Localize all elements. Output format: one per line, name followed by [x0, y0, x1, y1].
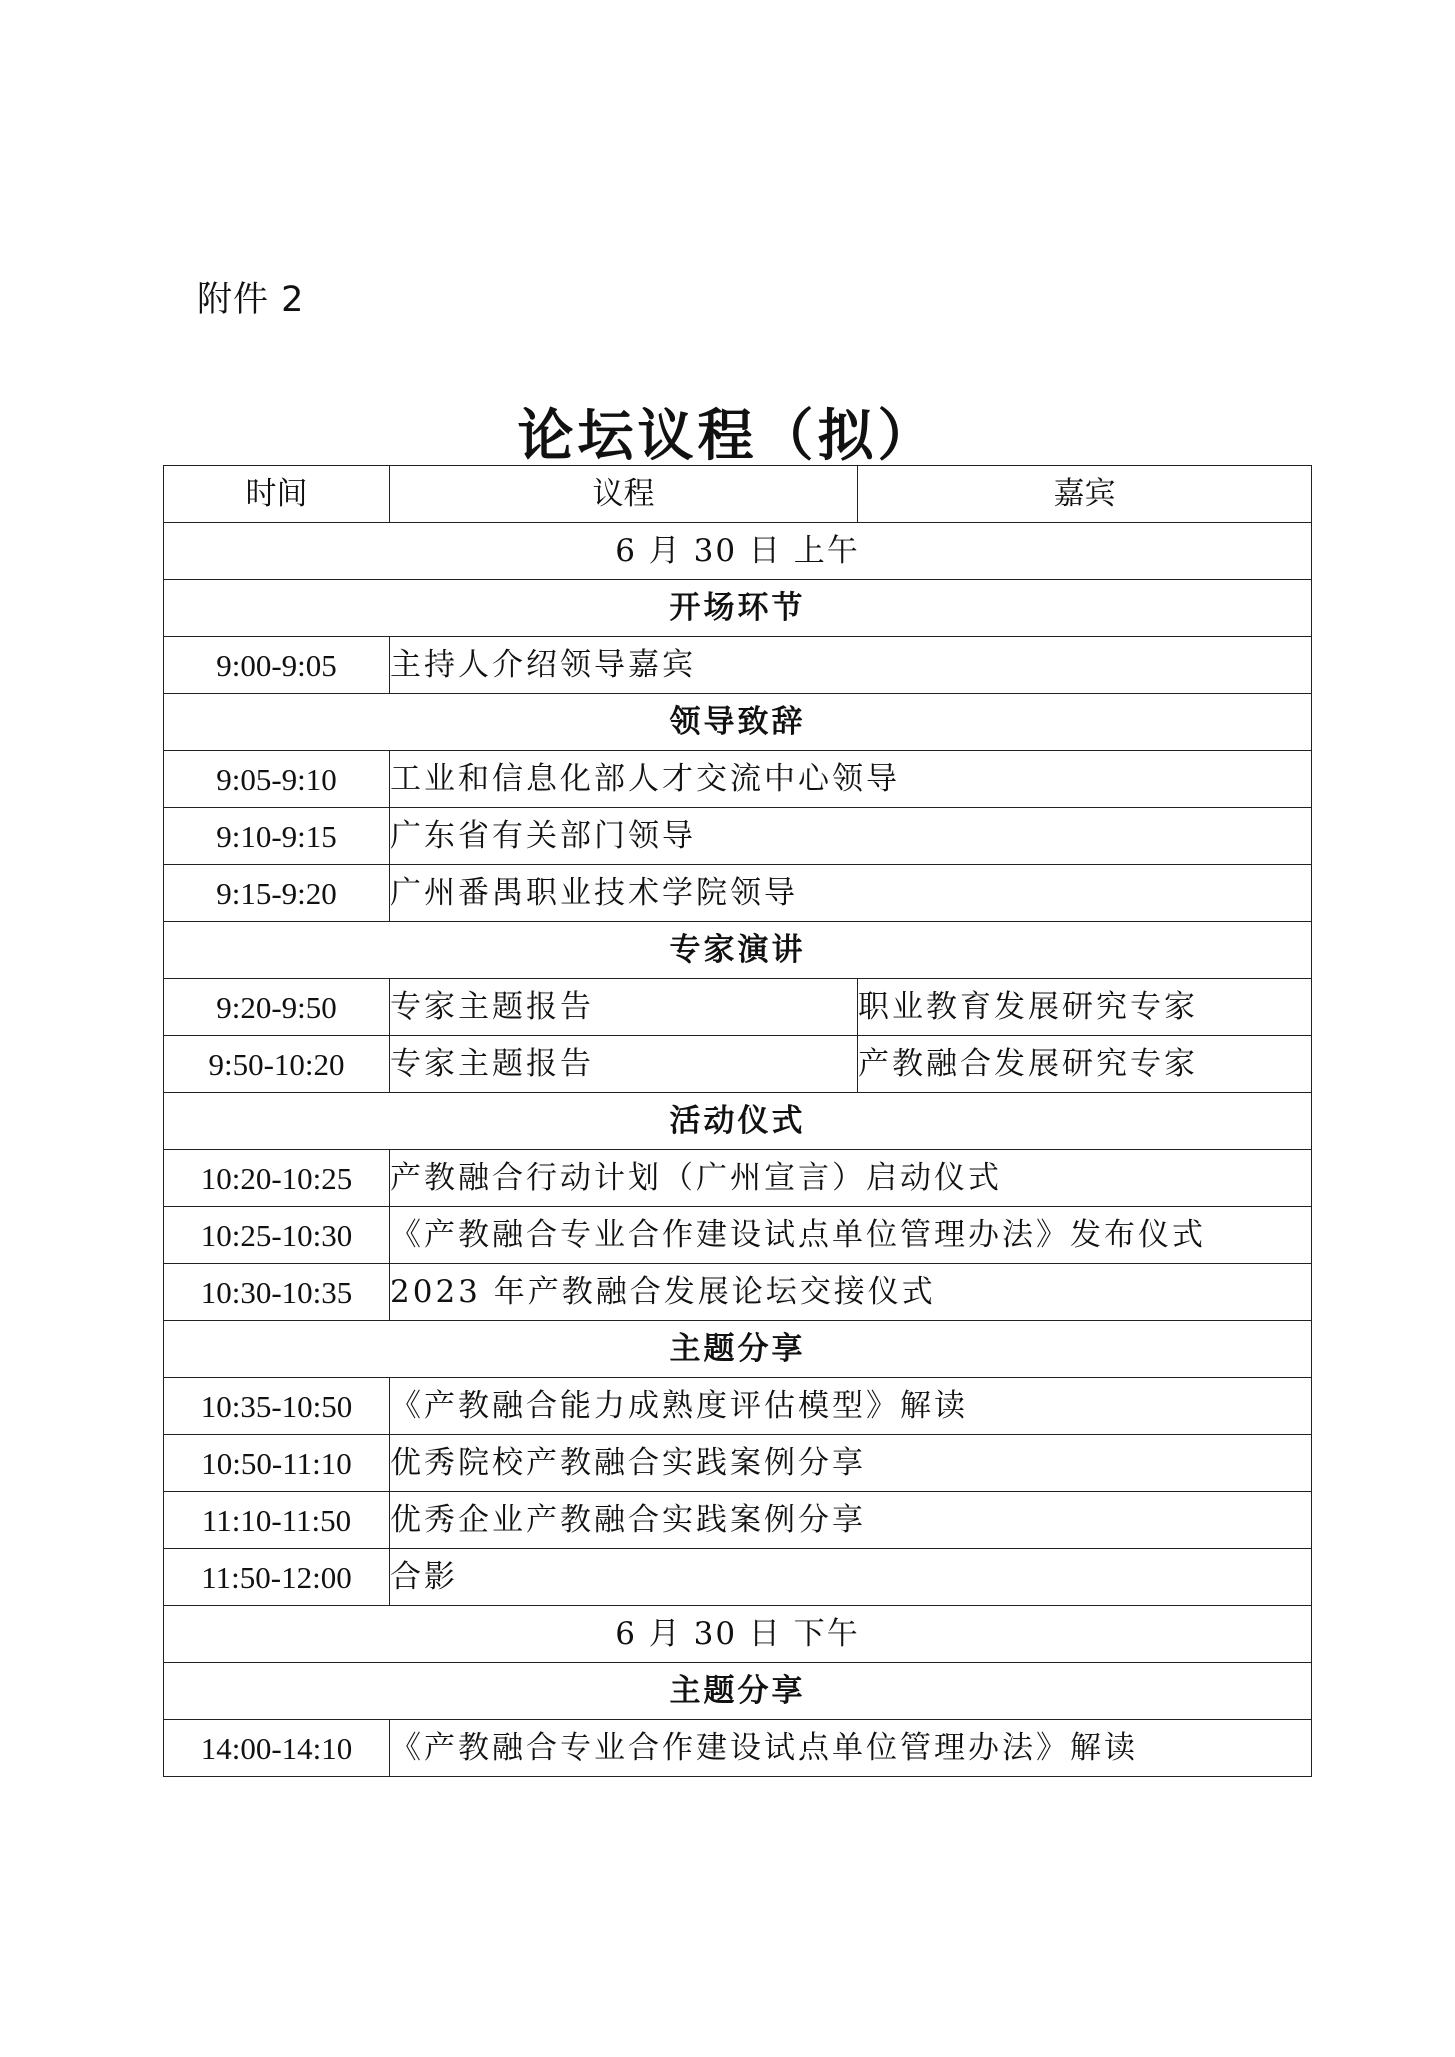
section-row — [164, 1093, 1312, 1150]
time-cell: 10:35-10:50 — [164, 1378, 390, 1435]
agenda-item-cell: 专家主题报告 — [390, 1036, 858, 1093]
date-row — [164, 523, 1312, 580]
section-row — [164, 922, 1312, 979]
section-heading: 活动仪式 — [164, 1093, 1312, 1150]
table-row — [164, 751, 1312, 808]
section-row — [164, 1663, 1312, 1720]
agenda-item-cell: 广州番禺职业技术学院领导 — [390, 865, 1312, 922]
agenda-item-cell: 主持人介绍领导嘉宾 — [390, 637, 1312, 694]
section-row — [164, 1321, 1312, 1378]
time-cell: 14:00-14:10 — [164, 1720, 390, 1777]
time-cell: 9:15-9:20 — [164, 865, 390, 922]
page-title: 论坛议程（拟） — [517, 404, 938, 469]
section-heading: 开场环节 — [164, 580, 1312, 637]
section-heading: 主题分享 — [164, 1321, 1312, 1378]
table-header-row — [164, 466, 1312, 523]
time-cell: 9:10-9:15 — [164, 808, 390, 865]
header-time: 时间 — [164, 466, 390, 523]
agenda-body — [164, 523, 1312, 1777]
agenda-item-cell: 专家主题报告 — [390, 979, 858, 1036]
agenda-item-cell: 广东省有关部门领导 — [390, 808, 1312, 865]
date-row — [164, 1606, 1312, 1663]
guest-cell: 产教融合发展研究专家 — [858, 1036, 1312, 1093]
agenda-item-cell: 优秀院校产教融合实践案例分享 — [390, 1435, 1312, 1492]
table-row — [164, 1492, 1312, 1549]
time-cell: 10:50-11:10 — [164, 1435, 390, 1492]
time-cell: 9:00-9:05 — [164, 637, 390, 694]
header-guest: 嘉宾 — [858, 466, 1312, 523]
time-cell: 10:20-10:25 — [164, 1150, 390, 1207]
agenda-item-cell: 合影 — [390, 1549, 1312, 1606]
table-row — [164, 1207, 1312, 1264]
agenda-item-cell: 《产教融合专业合作建设试点单位管理办法》解读 — [390, 1720, 1312, 1777]
time-cell: 11:50-12:00 — [164, 1549, 390, 1606]
table-row — [164, 1549, 1312, 1606]
section-heading: 领导致辞 — [164, 694, 1312, 751]
time-cell: 10:25-10:30 — [164, 1207, 390, 1264]
agenda-item-cell: 工业和信息化部人才交流中心领导 — [390, 751, 1312, 808]
agenda-item-cell: 《产教融合专业合作建设试点单位管理办法》发布仪式 — [390, 1207, 1312, 1264]
table-row — [164, 1036, 1312, 1093]
time-cell: 10:30-10:35 — [164, 1264, 390, 1321]
agenda-table — [163, 465, 1312, 1777]
table-row — [164, 979, 1312, 1036]
time-cell: 9:50-10:20 — [164, 1036, 390, 1093]
time-cell: 9:20-9:50 — [164, 979, 390, 1036]
table-row — [164, 1264, 1312, 1321]
section-row — [164, 694, 1312, 751]
time-cell: 11:10-11:50 — [164, 1492, 390, 1549]
header-agenda: 议程 — [390, 466, 858, 523]
agenda-item-cell: 优秀企业产教融合实践案例分享 — [390, 1492, 1312, 1549]
table-row — [164, 808, 1312, 865]
agenda-item-cell: 产教融合行动计划（广州宣言）启动仪式 — [390, 1150, 1312, 1207]
table-row — [164, 637, 1312, 694]
table-row — [164, 1435, 1312, 1492]
date-heading: 6 月 30 日 下午 — [164, 1606, 1312, 1663]
table-row — [164, 1720, 1312, 1777]
agenda-item-cell: 2023 年产教融合发展论坛交接仪式 — [390, 1264, 1312, 1321]
attachment-label: 附件 2 — [197, 280, 305, 320]
section-heading: 专家演讲 — [164, 922, 1312, 979]
section-row — [164, 580, 1312, 637]
table-row — [164, 865, 1312, 922]
time-cell: 9:05-9:10 — [164, 751, 390, 808]
table-row — [164, 1378, 1312, 1435]
section-heading: 主题分享 — [164, 1663, 1312, 1720]
guest-cell: 职业教育发展研究专家 — [858, 979, 1312, 1036]
date-heading: 6 月 30 日 上午 — [164, 523, 1312, 580]
agenda-item-cell: 《产教融合能力成熟度评估模型》解读 — [390, 1378, 1312, 1435]
table-row — [164, 1150, 1312, 1207]
